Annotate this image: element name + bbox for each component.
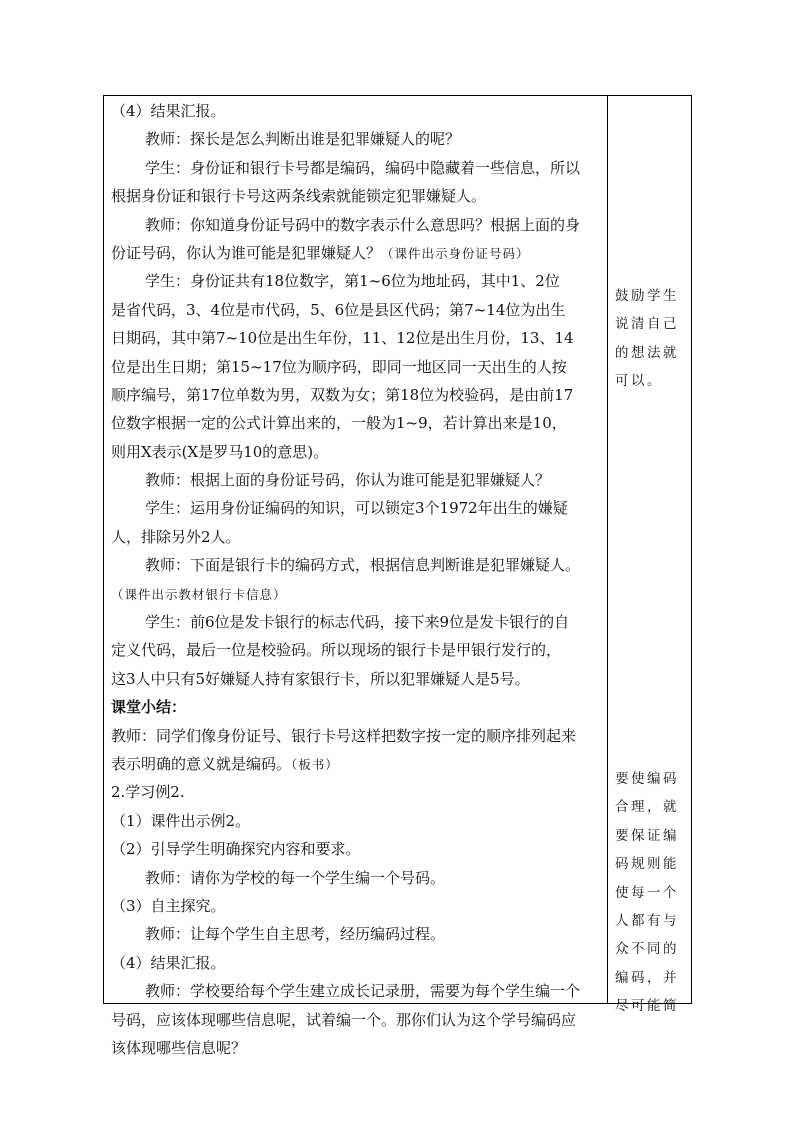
- text-line: [111, 551, 604, 579]
- line-text: 该体现哪些信息呢？: [111, 1038, 247, 1057]
- line-text: 则用X表示(X是罗马10的意思)。: [111, 442, 329, 461]
- line-text: 表示明确的意义就是编码。: [111, 754, 292, 773]
- text-line: [111, 608, 604, 636]
- line-text: （2）引导学生明确探究内容和要求。: [111, 840, 361, 859]
- courseware-note: （板书）: [291, 756, 339, 772]
- line-text: 学生：身份证和银行卡号都是编码，编码中隐藏着一些信息，所以: [145, 158, 581, 177]
- text-line: [111, 353, 604, 381]
- side-note-line: 使每一个: [615, 884, 679, 901]
- line-text: 学生：身份证共有18位数字，第1~6位为地址码，其中1、2位: [145, 272, 560, 291]
- line-text: 教师：根据上面的身份证号码，你认为谁可能是犯罪嫌疑人？: [145, 471, 551, 490]
- line-text: 这3人中只有5好嫌疑人持有家银行卡，所以犯罪嫌疑人是5号。: [111, 669, 530, 688]
- line-text: 位数字根据一定的公式计算出来的，一般为1~9，若计算出来是10，: [111, 414, 567, 433]
- line-text: 教师：同学们像身份证号、银行卡号这样把数字按一定的顺序排列起来: [111, 726, 577, 745]
- line-text: 顺序编号，第17位单数为男，双数为女；第18位为校验码，是由前17: [111, 385, 574, 404]
- text-line: [111, 296, 604, 324]
- text-line: [111, 750, 604, 778]
- courseware-note: （课件出示教材银行卡信息）: [111, 586, 287, 602]
- text-line: [111, 154, 604, 182]
- side-note-line: 人都有与: [615, 912, 679, 929]
- side-note-line: 的想法就: [615, 344, 679, 361]
- line-text: 人，排除另外2人。: [111, 527, 241, 546]
- text-line: [111, 778, 604, 806]
- side-note-line: 合理，就: [615, 799, 679, 816]
- text-line: [111, 324, 604, 352]
- line-text: 课堂小结：: [111, 698, 187, 717]
- side-note-line: 要使编码: [615, 771, 679, 787]
- column-divider: [607, 96, 608, 1003]
- line-text: 是省代码，3、4位是市代码，5、6位是县区代码；第7~14位为出生: [111, 300, 566, 319]
- side-note-line: 尽可能简: [615, 998, 679, 1015]
- line-text: 教师：让每个学生自主思考，经历编码过程。: [145, 925, 446, 944]
- text-line: [111, 125, 604, 153]
- side-note-line: 要保证编: [615, 827, 679, 844]
- line-text: （4）结果汇报。: [111, 953, 226, 972]
- line-text: 日期码，其中第7~10位是出生年份，11、12位是出生月份，13、14: [111, 329, 574, 348]
- text-line: [111, 182, 604, 210]
- lesson-table: [103, 95, 692, 1057]
- text-line: [111, 267, 604, 295]
- text-line: [111, 523, 604, 551]
- teaching-note-1: [615, 282, 691, 396]
- side-note-line: 说清自己: [615, 316, 679, 333]
- line-text: 教师：下面是银行卡的编码方式，根据信息判断谁是犯罪嫌疑人。: [145, 556, 581, 575]
- line-text: 教师：请你为学校的每一个学生编一个号码。: [145, 868, 446, 887]
- text-line: [111, 636, 604, 664]
- line-text: （1）课件出示例2。: [111, 811, 251, 830]
- text-line: [111, 864, 604, 892]
- text-line: [111, 494, 604, 522]
- line-text: 学生：前6位是发卡银行的标志代码，接下来9位是发卡银行的自: [145, 613, 570, 632]
- text-line: [111, 409, 604, 437]
- text-line: [111, 97, 604, 125]
- text-line: [111, 239, 604, 267]
- line-text: 号码，应该体现哪些信息呢，试着编一个。那你们认为这个学号编码应: [111, 1010, 577, 1029]
- line-text: 位是出生日期；第15~17位为顺序码，即同一地区同一天出生的人按: [111, 357, 567, 376]
- side-note-line: 可以。: [615, 373, 663, 390]
- line-text: 定义代码，最后一位是校验码。所以现场的银行卡是甲银行发行的，: [111, 641, 562, 660]
- text-line: [111, 211, 604, 239]
- text-line: [111, 920, 604, 948]
- text-line: [111, 892, 604, 920]
- text-line: [111, 438, 604, 466]
- line-text: （3）自主探究。: [111, 896, 226, 915]
- side-note-line: 码规则能: [615, 856, 679, 873]
- text-line: [111, 949, 604, 977]
- text-line: [111, 580, 604, 608]
- teaching-process-column: [111, 97, 604, 1062]
- text-line: [111, 466, 604, 494]
- text-line: [111, 1006, 604, 1034]
- line-text: 份证号码，你认为谁可能是犯罪嫌疑人？: [111, 243, 382, 262]
- text-line: [111, 807, 604, 835]
- line-text: （4）结果汇报。: [111, 102, 226, 120]
- text-line: [111, 722, 604, 750]
- line-text: 教师：探长是怎么判断出谁是犯罪嫌疑人的呢？: [145, 130, 461, 149]
- teaching-note-2: [615, 765, 691, 1021]
- line-text: 学生：运用身份证编码的知识，可以锁定3个1972年出生的嫌疑: [145, 499, 568, 518]
- text-line: [111, 665, 604, 693]
- line-text: 根据身份证和银行卡号这两条线索就能锁定犯罪嫌疑人。: [111, 187, 487, 206]
- line-text: 教师：你知道身份证号码中的数字表示什么意思吗？根据上面的身: [145, 215, 581, 234]
- side-note-line: 编码，并: [615, 969, 679, 986]
- courseware-note: （课件出示身份证号码）: [381, 245, 530, 261]
- text-line: [111, 1034, 604, 1062]
- text-line: [111, 835, 604, 863]
- text-line: [111, 381, 604, 409]
- text-line: [111, 977, 604, 1005]
- line-text: 教师：学校要给每个学生建立成长记录册，需要为每个学生编一个: [145, 982, 581, 1001]
- side-note-line: 众不同的: [615, 941, 679, 958]
- side-note-line: 鼓励学生: [615, 288, 679, 304]
- text-line: [111, 693, 604, 721]
- line-text: 2.学习例2.: [111, 783, 185, 802]
